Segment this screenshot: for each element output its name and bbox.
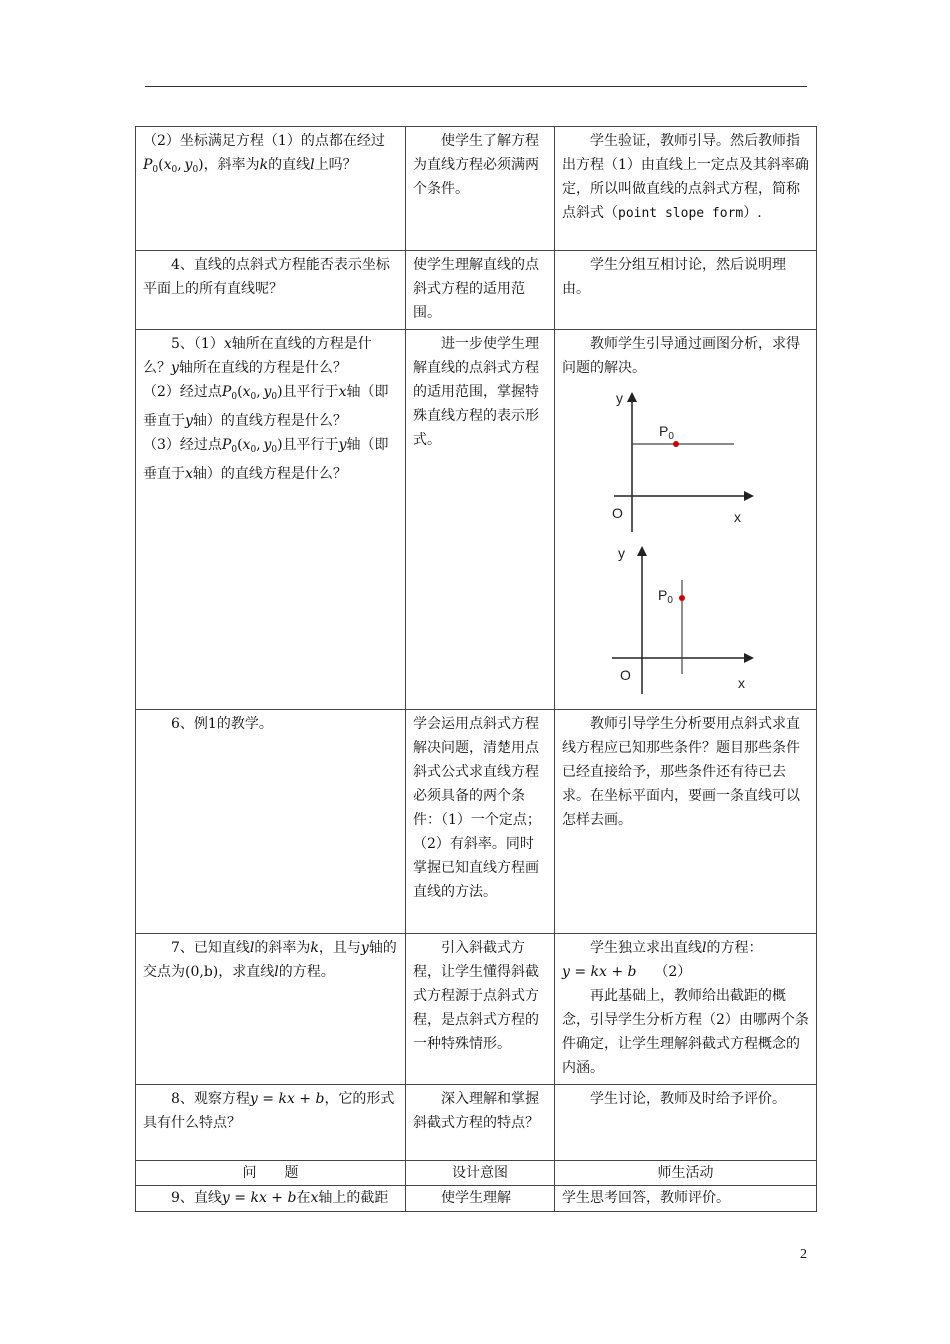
question-text-2: （2）经过点$P_0(x_0$, $y_0$)且平行于x轴（即垂直于y轴）的直线方程是什么？	[143, 384, 389, 429]
point-label: $P_0$	[658, 587, 673, 606]
header-rule	[145, 86, 807, 87]
equation-line: y = kx + b （2）	[562, 964, 692, 980]
x-label: x	[738, 675, 745, 691]
question-text: 4、直线的点斜式方程能否表示坐标平面上的所有直线呢？	[143, 257, 390, 297]
point-p0	[679, 595, 685, 601]
graph-horizontal-line	[562, 386, 762, 536]
page-number: 2	[800, 1247, 807, 1262]
intent-cell	[406, 127, 555, 251]
question-text-1: 5、（1）x轴所在直线的方程是什么？y轴所在直线的方程是什么？	[143, 336, 372, 376]
origin-label: O	[620, 667, 631, 683]
intent-text: 进一步使学生理解直线的点斜式方程的适用范围，掌握特殊直线方程的表示形式。	[413, 336, 539, 448]
intent-cell	[406, 1085, 555, 1161]
question-text: 6、例1的教学。	[171, 716, 273, 732]
y-axis-arrow	[627, 392, 637, 402]
question-cell	[136, 1085, 406, 1161]
intent-text: 使学生理解	[441, 1190, 511, 1206]
table-row	[136, 330, 817, 710]
activity-cell	[555, 251, 817, 330]
column-header-row	[136, 1161, 817, 1186]
table-row	[136, 251, 817, 330]
question-cell	[136, 934, 406, 1085]
activity-text: 学生分组互相讨论，然后说明理由。	[562, 257, 786, 297]
table-row	[136, 1186, 817, 1212]
activity-text: 教师学生引导通过画图分析，求得问题的解决。	[562, 336, 800, 376]
y-label: y	[618, 545, 625, 561]
graph-vertical-line	[562, 538, 762, 698]
point-label: $P_0$	[659, 423, 674, 442]
header-activity: 师生活动	[555, 1161, 817, 1186]
question-cell	[136, 251, 406, 330]
intent-text: 引入斜截式方程，让学生懂得斜截式方程源于点斜式方程，是点斜式方程的一种特殊情形。	[413, 940, 539, 1052]
lesson-table	[135, 126, 817, 1212]
x-axis-arrow	[744, 491, 754, 501]
intent-text: 使学生理解直线的点斜式方程的适用范围。	[413, 257, 539, 321]
activity-text: 学生讨论，教师及时给予评价。	[590, 1091, 786, 1107]
activity-cell	[555, 1186, 817, 1212]
intent-cell	[406, 330, 555, 710]
table-row	[136, 710, 817, 934]
activity-cell	[555, 127, 817, 251]
intent-cell	[406, 1186, 555, 1212]
table-row	[136, 127, 817, 251]
intent-cell	[406, 710, 555, 934]
table-row	[136, 1085, 817, 1161]
origin-label: O	[612, 505, 623, 521]
activity-cell	[555, 934, 817, 1085]
intent-text: 深入理解和掌握斜截式方程的特点？	[413, 1091, 539, 1131]
question-cell	[136, 710, 406, 934]
activity-cell	[555, 1085, 817, 1161]
activity-text: 教师引导学生分析要用点斜式求直线方程应已知那些条件？题目那些条件已经直接给予，那些条件还有待已去求。在坐标平面内，要画一条直线可以怎样去画。	[562, 716, 800, 828]
question-cell	[136, 330, 406, 710]
header-intent: 设计意图	[406, 1161, 555, 1186]
intent-cell	[406, 251, 555, 330]
question-text: 9、直线y = kx + b在x轴上的截距	[171, 1190, 389, 1206]
x-axis-arrow	[744, 653, 754, 663]
activity-text-2: 再此基础上，教师给出截距的概念，引导学生分析方程（2）由哪两个条件确定，让学生理解斜截式方程概念的内涵。	[562, 988, 809, 1076]
question-cell	[136, 127, 406, 251]
question-text: 7、已知直线l的斜率为k，且与y轴的交点为(0,b)，求直线l的方程。	[143, 940, 397, 980]
question-text: 8、观察方程y = kx + b，它的形式具有什么特点？	[143, 1091, 395, 1131]
question-text: （2）坐标满足方程（1）的点都在经过 $P_0(x_0$, $y_0$)，斜率为k的直线l上吗？	[143, 133, 385, 175]
intent-text: 使学生了解方程为直线方程必须满两个条件。	[413, 133, 539, 197]
header-question: 问 题	[136, 1161, 406, 1186]
y-axis-arrow	[637, 546, 647, 556]
activity-text-1: 学生独立求出直线l的方程：	[590, 940, 763, 956]
question-text-3: （3）经过点$P_0(x_0$, $y_0$)且平行于y轴（即垂直于x轴）的直线方程是什么？	[143, 437, 389, 482]
table-row	[136, 934, 817, 1085]
activity-text: 学生思考回答，教师评价。	[562, 1190, 730, 1206]
question-cell	[136, 1186, 406, 1212]
intent-cell	[406, 934, 555, 1085]
activity-cell	[555, 710, 817, 934]
activity-text: 学生验证，教师引导。然后教师指出方程（1）由直线上一定点及其斜率确定，所以叫做直线的点斜式方程，简称点斜式（point slope form）.	[562, 133, 809, 221]
y-label: y	[616, 390, 623, 406]
intent-text: 学会运用点斜式方程解决问题，清楚用点斜式公式求直线方程必须具备的两个条件：（1）一个定点；（2）有斜率。同时掌握已知直线方程画直线的方法。	[413, 716, 541, 900]
x-label: x	[734, 509, 741, 525]
activity-cell	[555, 330, 817, 710]
